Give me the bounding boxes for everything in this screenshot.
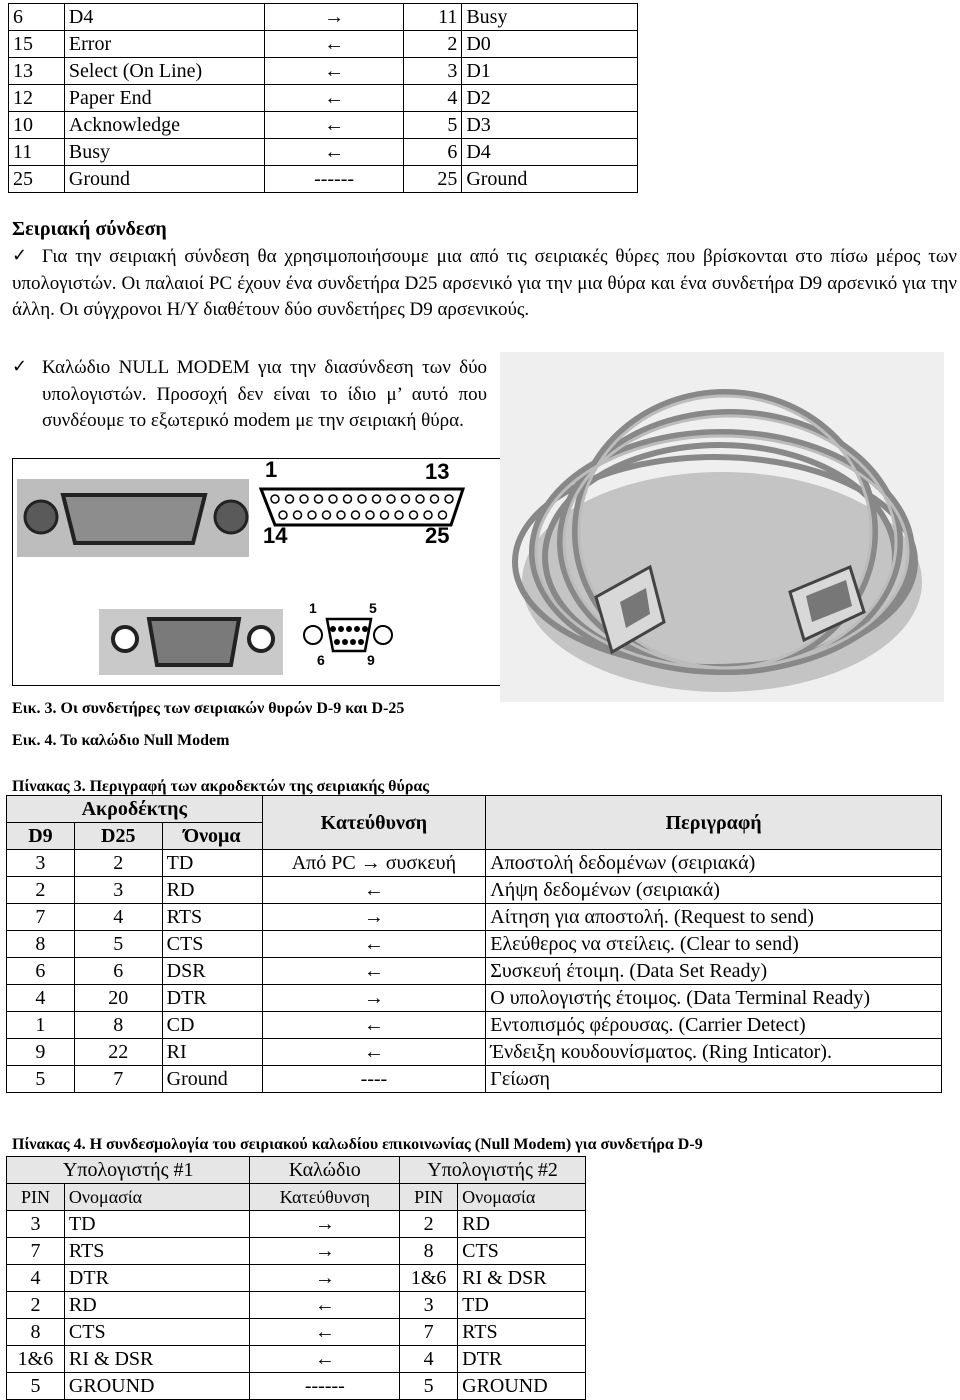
direction-cell: → (264, 4, 404, 31)
table-row (7, 1265, 586, 1292)
direction-cell: ← (262, 931, 486, 958)
pin-cell: 15 (9, 31, 65, 58)
name-cell: CTS (64, 1319, 250, 1346)
direction-cell: ← (250, 1346, 400, 1373)
pin-cell: 5 (404, 112, 462, 139)
direction-cell: ← (250, 1292, 400, 1319)
null-modem-cable-photo (500, 352, 944, 702)
pin-cell: 3 (7, 1211, 65, 1238)
table-row (9, 85, 638, 112)
pin-cell: 11 (404, 4, 462, 31)
pin-cell: 6 (404, 139, 462, 166)
direction-cell: → (262, 985, 486, 1012)
table-row (9, 4, 638, 31)
name-cell: CTS (458, 1238, 586, 1265)
header-pin-2: PIN (400, 1184, 458, 1211)
d9-cell: 1 (7, 1012, 75, 1039)
pin-cell: 7 (400, 1319, 458, 1346)
name-cell: TD (458, 1292, 586, 1319)
pin-hole (416, 495, 424, 503)
pin-hole (330, 626, 336, 632)
pin-hole (431, 495, 439, 503)
description-cell: Ο υπολογιστής έτοιμος. (Data Terminal Ready) (486, 985, 942, 1012)
pin-hole (352, 511, 360, 519)
name-cell: TD (162, 850, 262, 877)
d25-pinout (261, 459, 463, 548)
pin-cell: 7 (7, 1238, 65, 1265)
direction-cell: ------ (264, 166, 404, 193)
table4-title: Πίνακας 4. Η συνδεσμολογία του σειριακού καλωδίου επικοινωνίας (Null Modem) για συνδετήρα D-9 (12, 1136, 703, 1153)
direction-cell: → (250, 1211, 400, 1238)
header-name: Όνομα (162, 823, 262, 850)
pin-hole (334, 639, 340, 645)
pin-hole (338, 626, 344, 632)
direction-cell: ← (262, 1012, 486, 1039)
pin-hole (300, 495, 308, 503)
direction-cell: ← (264, 31, 404, 58)
table-row (9, 31, 638, 58)
header-d25: D25 (74, 823, 162, 850)
header-direction: Κατεύθυνση (250, 1184, 400, 1211)
pin-hole (271, 495, 279, 503)
table-row (7, 1039, 942, 1066)
table4 (6, 1156, 586, 1400)
table-row (7, 904, 942, 931)
pin-cell: 12 (9, 85, 65, 112)
d9-cell: 9 (7, 1039, 75, 1066)
name-cell: RTS (162, 904, 262, 931)
table-row (7, 877, 942, 904)
name-cell: RI & DSR (64, 1346, 250, 1373)
d25-cell: 2 (74, 850, 162, 877)
top-pin-table (8, 3, 638, 193)
pin-hole (358, 495, 366, 503)
svg-text:9: 9 (367, 652, 375, 668)
pin-cell: 4 (400, 1346, 458, 1373)
name-cell: Ground (162, 1066, 262, 1093)
name-cell: RTS (458, 1319, 586, 1346)
description-cell: Λήψη δεδομένων (σειριακά) (486, 877, 942, 904)
table-row (7, 1238, 586, 1265)
pin-cell: 3 (400, 1292, 458, 1319)
pin-cell: 2 (404, 31, 462, 58)
pin-cell: 6 (9, 4, 65, 31)
pin-hole (337, 511, 345, 519)
pin-hole (350, 639, 356, 645)
pin-cell: 8 (7, 1319, 65, 1346)
svg-text:13: 13 (425, 459, 450, 484)
pin-cell: 25 (9, 166, 65, 193)
pin-cell: 13 (9, 58, 65, 85)
d25-cell: 3 (74, 877, 162, 904)
table-row (9, 166, 638, 193)
pin-hole (358, 639, 364, 645)
table-row (9, 112, 638, 139)
svg-text:6: 6 (317, 652, 325, 668)
direction-cell: ← (264, 139, 404, 166)
table-row (7, 1012, 942, 1039)
pin-hole (294, 511, 302, 519)
description-cell: Αποστολή δεδομένων (σειριακά) (486, 850, 942, 877)
table-row (7, 1292, 586, 1319)
header-akrodektis: Ακροδέκτης (7, 796, 263, 823)
pin-hole (286, 495, 294, 503)
pin-hole (445, 495, 453, 503)
svg-text:14: 14 (263, 523, 288, 548)
table-row (7, 1066, 942, 1093)
pin-hole (342, 639, 348, 645)
pin-cell: 3 (404, 58, 462, 85)
d9-cell: 3 (7, 850, 75, 877)
pin-hole (366, 511, 374, 519)
name-cell: RI (162, 1039, 262, 1066)
direction-cell: Από PC → συσκευή (262, 850, 486, 877)
header-d9: D9 (7, 823, 75, 850)
direction-cell: ← (264, 112, 404, 139)
table-row (7, 985, 942, 1012)
name-cell: RTS (64, 1238, 250, 1265)
direction-cell: → (262, 904, 486, 931)
table3-title: Πίνακας 3. Περιγραφή των ακροδεκτών της σειριακής θύρας (12, 778, 430, 795)
svg-text:25: 25 (425, 523, 450, 548)
d9-pinout (304, 600, 392, 668)
d9-photo (99, 609, 283, 675)
signal-cell: Select (On Line) (64, 58, 264, 85)
table-row (9, 139, 638, 166)
direction-cell: ← (264, 58, 404, 85)
name-cell: TD (64, 1211, 250, 1238)
d9-cell: 5 (7, 1066, 75, 1093)
header-cable: Καλώδιο (250, 1157, 400, 1184)
table-row (7, 1373, 586, 1400)
direction-cell: ← (262, 1039, 486, 1066)
pin-cell: 25 (404, 166, 462, 193)
description-cell: Εντοπισμός φέρουσας. (Carrier Detect) (486, 1012, 942, 1039)
header-pc2: Υπολογιστής #2 (400, 1157, 586, 1184)
direction-cell: ← (262, 877, 486, 904)
table-row (7, 958, 942, 985)
direction-cell: ← (250, 1319, 400, 1346)
signal-cell: Busy (462, 4, 638, 31)
figure-caption-3: Εικ. 3. Οι συνδετήρες των σειριακών θυρών D-9 και D-25 (12, 700, 405, 717)
description-cell: Ένδειξη κουδουνίσματος. (Ring Inticator). (486, 1039, 942, 1066)
d9-cell: 8 (7, 931, 75, 958)
svg-text:5: 5 (369, 600, 377, 616)
connector-figure (12, 458, 501, 686)
d9-cell: 6 (7, 958, 75, 985)
table-row (7, 1319, 586, 1346)
pin-hole (439, 511, 447, 519)
pin-hole (424, 511, 432, 519)
table-row (7, 1211, 586, 1238)
svg-text:1: 1 (309, 600, 317, 616)
pin-cell: 4 (7, 1265, 65, 1292)
d25-photo (17, 479, 249, 557)
name-cell: DSR (162, 958, 262, 985)
name-cell: DTR (64, 1265, 250, 1292)
connector-drawing (13, 459, 500, 685)
signal-cell: D4 (462, 139, 638, 166)
signal-cell: D2 (462, 85, 638, 112)
pin-cell: 2 (400, 1211, 458, 1238)
signal-cell: D3 (462, 112, 638, 139)
pin-hole (387, 495, 395, 503)
signal-cell: Error (64, 31, 264, 58)
pin-cell: 10 (9, 112, 65, 139)
signal-cell: D4 (64, 4, 264, 31)
pin-hole (308, 511, 316, 519)
pin-hole (279, 511, 287, 519)
d25-cell: 7 (74, 1066, 162, 1093)
signal-cell: Ground (64, 166, 264, 193)
pin-cell: 5 (400, 1373, 458, 1400)
name-cell: RD (64, 1292, 250, 1319)
pin-cell: 2 (7, 1292, 65, 1319)
pin-hole (354, 626, 360, 632)
table-row (7, 931, 942, 958)
pin-cell: 1&6 (400, 1265, 458, 1292)
header-pc1: Υπολογιστής #1 (7, 1157, 250, 1184)
d25-cell: 22 (74, 1039, 162, 1066)
signal-cell: Busy (64, 139, 264, 166)
name-cell: RI & DSR (458, 1265, 586, 1292)
d25-cell: 4 (74, 904, 162, 931)
table-row (7, 850, 942, 877)
pin-hole (402, 495, 410, 503)
header-direction: Κατεύθυνση (262, 796, 486, 850)
description-cell: Αίτηση για αποστολή. (Request to send) (486, 904, 942, 931)
description-cell: Συσκευή έτοιμη. (Data Set Ready) (486, 958, 942, 985)
d25-cell: 20 (74, 985, 162, 1012)
checkmark-icon: ✓ (12, 245, 28, 266)
d25-cell: 5 (74, 931, 162, 958)
direction-cell: ---- (262, 1066, 486, 1093)
serial-heading: Σειριακή σύνδεση (12, 218, 167, 240)
header-pin-1: PIN (7, 1184, 65, 1211)
name-cell: RD (162, 877, 262, 904)
pin-hole (329, 495, 337, 503)
header-name-1: Ονομασία (64, 1184, 250, 1211)
signal-cell: Paper End (64, 85, 264, 112)
pin-hole (344, 495, 352, 503)
signal-cell: Acknowledge (64, 112, 264, 139)
direction-cell: ← (262, 958, 486, 985)
name-cell: CD (162, 1012, 262, 1039)
pin-cell: 5 (7, 1373, 65, 1400)
pin-hole (315, 495, 323, 503)
signal-cell: D1 (462, 58, 638, 85)
name-cell: DTR (458, 1346, 586, 1373)
d25-cell: 8 (74, 1012, 162, 1039)
d9-cell: 7 (7, 904, 75, 931)
direction-cell: → (250, 1238, 400, 1265)
d25-cell: 6 (74, 958, 162, 985)
name-cell: DTR (162, 985, 262, 1012)
pin-hole (395, 511, 403, 519)
pin-hole (362, 626, 368, 632)
description-cell: Ελεύθερος να στείλεις. (Clear to send) (486, 931, 942, 958)
pin-hole (373, 495, 381, 503)
table-row (7, 1346, 586, 1373)
svg-text:1: 1 (265, 459, 278, 482)
name-cell: RD (458, 1211, 586, 1238)
header-name-2: Ονομασία (458, 1184, 586, 1211)
name-cell: GROUND (64, 1373, 250, 1400)
direction-cell: ← (264, 85, 404, 112)
table3 (6, 795, 942, 1093)
signal-cell: Ground (462, 166, 638, 193)
pin-hole (346, 626, 352, 632)
pin-cell: 4 (404, 85, 462, 112)
pin-cell: 11 (9, 139, 65, 166)
serial-paragraph-1: Για την σειριακή σύνδεση θα χρησιμοποιήσουμε μια από τις σειριακές θύρες που βρίσκονται στο πίσω μέρος των υπολογιστών. Οι παλαιοί PC έχουν ένα συνδετήρα D25 αρσενικό για την μια θύρα και ένα συνδετήρα D9 αρσενικό για την άλλη. Οι σύγχρονοι Η/Υ διαθέτουν δύο συνδετήρες D9 αρσενικούς. (12, 246, 957, 320)
pin-cell: 8 (400, 1238, 458, 1265)
pin-hole (381, 511, 389, 519)
d9-cell: 2 (7, 877, 75, 904)
name-cell: CTS (162, 931, 262, 958)
name-cell: GROUND (458, 1373, 586, 1400)
signal-cell: D0 (462, 31, 638, 58)
header-description: Περιγραφή (486, 796, 942, 850)
pin-hole (410, 511, 418, 519)
direction-cell: ------ (250, 1373, 400, 1400)
d9-cell: 4 (7, 985, 75, 1012)
pin-hole (323, 511, 331, 519)
serial-paragraph-2: Καλώδιο NULL MODEM για την διασύνδεση των δύο υπολογιστών. Προσοχή δεν είναι το ίδιο μ’ αυτό που συνδέουμε το εξωτερικό modem με την σειριακή θύρα. (42, 357, 487, 431)
pin-cell: 1&6 (7, 1346, 65, 1373)
table-row (9, 58, 638, 85)
figure-caption-4: Εικ. 4. Το καλώδιο Null Modem (12, 732, 230, 749)
direction-cell: → (250, 1265, 400, 1292)
checkmark-icon: ✓ (12, 356, 28, 377)
description-cell: Γείωση (486, 1066, 942, 1093)
